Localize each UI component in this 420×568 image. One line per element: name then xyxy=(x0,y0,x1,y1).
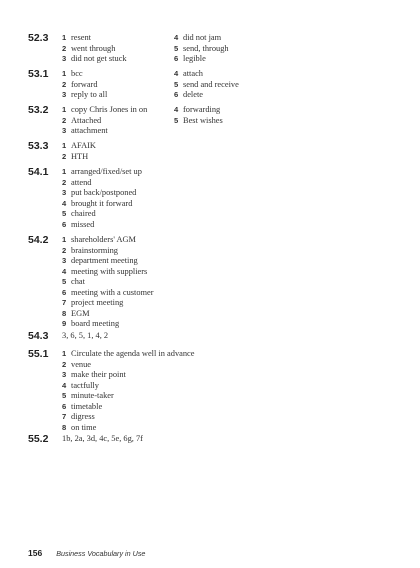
left-answer-column xyxy=(62,349,194,433)
answer-item xyxy=(174,54,229,65)
section-number: 54.2 xyxy=(28,234,49,246)
answer-item-text: resent xyxy=(71,33,91,42)
answer-item-text: copy Chris Jones in on xyxy=(71,105,148,114)
answer-item-text: project meeting xyxy=(71,298,124,307)
answer-item-number: 6 xyxy=(62,219,67,229)
answer-item xyxy=(62,167,142,178)
answer-item xyxy=(174,105,223,116)
answer-item-text: Best wishes xyxy=(183,115,223,125)
answer-item xyxy=(62,256,154,267)
answer-item xyxy=(62,141,96,152)
answer-item-text: meeting with suppliers xyxy=(71,266,148,276)
answer-item-number: 6 xyxy=(62,287,67,297)
answer-item-number: 3 xyxy=(62,188,67,197)
answer-item-number: 1 xyxy=(62,141,67,150)
answer-item-number: 3 xyxy=(62,90,67,99)
answer-item xyxy=(62,33,127,44)
answer-item-text: brought it forward xyxy=(71,198,133,208)
answer-item xyxy=(62,349,194,360)
answer-item-number: 5 xyxy=(174,115,179,125)
left-answer-column xyxy=(62,141,96,162)
section-number: 53.1 xyxy=(28,68,49,80)
answer-item-text: went through xyxy=(71,43,116,53)
answer-item-text: minute-taker xyxy=(71,391,114,400)
answer-item-number: 1 xyxy=(62,105,67,114)
answer-item xyxy=(174,33,229,44)
answer-item-text: AFAIK xyxy=(71,141,96,150)
answer-item-text: meeting with a customer xyxy=(71,287,154,297)
answer-item-number: 8 xyxy=(62,308,67,318)
answer-item-text: chat xyxy=(71,277,85,286)
section-number: 53.2 xyxy=(28,104,49,116)
answer-item xyxy=(62,126,147,137)
book-title: Business Vocabulary in Use xyxy=(56,549,146,558)
answer-item-text: missed xyxy=(71,219,95,229)
answer-item xyxy=(62,152,96,163)
answer-item-text: put back/postponed xyxy=(71,188,137,197)
answer-item-number: 2 xyxy=(62,151,67,161)
answer-item xyxy=(62,105,147,116)
section-number: 53.3 xyxy=(28,140,49,152)
answer-item-number: 7 xyxy=(62,298,67,307)
page-number: 156 xyxy=(28,548,43,558)
answer-item-number: 1 xyxy=(62,167,67,176)
answer-item xyxy=(62,80,107,91)
right-answer-column xyxy=(174,105,223,126)
answer-item-text: HTH xyxy=(71,151,89,161)
answer-item-text: did not get stuck xyxy=(71,54,127,63)
answer-item-text: legible xyxy=(183,54,206,63)
answer-item-number: 4 xyxy=(174,69,179,78)
answer-item-text: attachment xyxy=(71,126,108,135)
answer-item-number: 4 xyxy=(62,380,67,390)
answer-item-number: 2 xyxy=(62,115,67,125)
answer-item xyxy=(62,220,142,231)
answer-item-text: 3, 6, 5, 1, 4, 2 xyxy=(62,331,109,340)
answer-item-text: 1b, 2a, 3d, 4c, 5e, 6g, 7f xyxy=(62,434,143,443)
answer-item-text: send and receive xyxy=(183,79,239,89)
answer-item xyxy=(62,381,194,392)
answer-item-text: bcc xyxy=(71,69,83,78)
answer-item-text: forward xyxy=(71,79,98,89)
answer-item-text: digress xyxy=(71,412,95,421)
answer-item-text: venue xyxy=(71,359,91,369)
left-answer-column xyxy=(62,434,143,445)
answer-item-number: 7 xyxy=(62,412,67,421)
left-answer-column xyxy=(62,33,127,65)
answer-item-number: 1 xyxy=(62,69,67,78)
section-number: 54.1 xyxy=(28,166,49,178)
answer-item xyxy=(62,360,194,371)
answer-item xyxy=(62,199,142,210)
answer-item xyxy=(62,54,127,65)
answer-item-number: 3 xyxy=(62,126,67,135)
answer-item-text: Attached xyxy=(71,115,102,125)
answer-item-number: 4 xyxy=(62,266,67,276)
section-number: 54.3 xyxy=(28,330,49,342)
answer-item xyxy=(62,209,142,220)
answer-item xyxy=(62,434,143,445)
right-answer-column xyxy=(174,33,229,65)
answer-item-number: 2 xyxy=(62,177,67,187)
answer-item-text: timetable xyxy=(71,401,103,411)
left-answer-column xyxy=(62,69,107,101)
answer-item xyxy=(62,267,154,278)
answer-item-text: shareholders' AGM xyxy=(71,235,137,244)
answer-item-text: forwarding xyxy=(183,105,221,114)
answer-item-number: 4 xyxy=(174,105,179,114)
answer-item xyxy=(62,246,154,257)
section-number: 55.2 xyxy=(28,433,49,445)
answer-item-number: 6 xyxy=(62,401,67,411)
answer-item-text: brainstorming xyxy=(71,245,118,255)
answer-item-number: 5 xyxy=(174,43,179,53)
answer-item-number: 2 xyxy=(62,245,67,255)
answer-item-text: tactfully xyxy=(71,380,99,390)
answer-item-number: 2 xyxy=(62,359,67,369)
answer-item-text: EGM xyxy=(71,308,90,318)
page-footer xyxy=(28,543,145,561)
answer-item xyxy=(62,235,154,246)
right-answer-column xyxy=(174,69,239,101)
answer-item xyxy=(174,69,239,80)
answer-item-number: 2 xyxy=(62,43,67,53)
answer-item-number: 1 xyxy=(62,349,67,358)
answer-item xyxy=(62,391,194,402)
answer-item xyxy=(62,319,154,330)
answer-item-text: did not jam xyxy=(183,33,222,42)
answer-item-number: 4 xyxy=(62,198,67,208)
answer-item-number: 5 xyxy=(174,79,179,89)
answer-item-text: make their point xyxy=(71,370,126,379)
answer-item xyxy=(62,331,108,342)
answer-item-number: 1 xyxy=(62,33,67,42)
answer-item xyxy=(62,69,107,80)
answer-item-text: attend xyxy=(71,177,92,187)
answer-item-number: 9 xyxy=(62,319,67,328)
answer-item-text: delete xyxy=(183,90,203,99)
answer-item-number: 5 xyxy=(62,391,67,400)
answer-item-number: 3 xyxy=(62,256,67,265)
section-number: 52.3 xyxy=(28,32,49,44)
answer-item xyxy=(62,188,142,199)
answer-item xyxy=(174,80,239,91)
answer-item-text: chaired xyxy=(71,209,96,218)
section-number: 55.1 xyxy=(28,348,49,360)
answer-item xyxy=(62,423,194,434)
answer-item-text: attach xyxy=(183,69,203,78)
answer-item xyxy=(62,412,194,423)
answer-item xyxy=(62,90,107,101)
answer-item-text: arranged/fixed/set up xyxy=(71,167,142,176)
left-answer-column xyxy=(62,167,142,230)
answer-item-text: Circulate the agenda well in advance xyxy=(71,349,195,358)
answer-item-number: 5 xyxy=(62,277,67,286)
answer-item xyxy=(62,277,154,288)
answer-item-number: 4 xyxy=(174,33,179,42)
answer-item xyxy=(62,116,147,127)
answer-item-text: department meeting xyxy=(71,256,138,265)
answer-item xyxy=(174,116,223,127)
answer-item-number: 1 xyxy=(62,235,67,244)
answer-item-number: 6 xyxy=(174,90,179,99)
left-answer-column xyxy=(62,105,147,137)
left-answer-column xyxy=(62,235,154,330)
left-answer-column xyxy=(62,331,108,342)
answer-item xyxy=(62,309,154,320)
answer-item-text: reply to all xyxy=(71,90,108,99)
answer-item-text: board meeting xyxy=(71,319,120,328)
answer-item-number: 5 xyxy=(62,209,67,218)
answer-item-number: 3 xyxy=(62,54,67,63)
answer-item xyxy=(62,178,142,189)
answer-item xyxy=(174,44,229,55)
answer-item-number: 3 xyxy=(62,370,67,379)
answer-item-text: send, through xyxy=(183,43,229,53)
answer-item-number: 8 xyxy=(62,422,67,432)
answer-item xyxy=(62,370,194,381)
answer-item xyxy=(174,90,239,101)
answer-item-number: 6 xyxy=(174,54,179,63)
answer-item-number: 2 xyxy=(62,79,67,89)
answer-item-text: on time xyxy=(71,422,97,432)
answer-item xyxy=(62,402,194,413)
answer-item xyxy=(62,288,154,299)
answer-item xyxy=(62,298,154,309)
answer-item xyxy=(62,44,127,55)
